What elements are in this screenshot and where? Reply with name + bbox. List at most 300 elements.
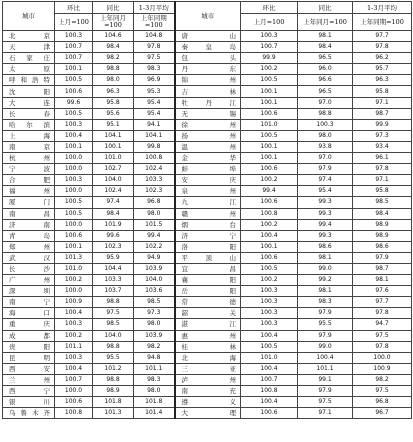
cell-right-yoy: 98.0 [298,130,353,141]
header-mom-left: 环比 [55,2,93,14]
cell-right-avg: 97.1 [353,175,412,186]
cell-right-avg: 95.8 [353,186,412,197]
cell-right-yoy: 98.8 [298,108,353,119]
cell-right-yoy: 98.4 [298,42,353,53]
cell-left-city: 太原 [3,64,55,75]
cell-right-yoy: 98.3 [298,297,353,308]
cell-left-mom: 100.7 [55,374,93,385]
cell-right-city: 金华 [175,153,241,164]
cell-left-city: 哈尔滨 [3,119,55,130]
cell-right-city: 常德 [175,297,241,308]
cell-left-yoy: 95.5 [93,352,134,363]
cell-left-avg: 97.5 [134,53,175,64]
cell-left-city: 青岛 [3,230,55,241]
table-row [3,397,412,408]
table-row [3,108,412,119]
table-header [3,2,412,31]
cell-left-avg: 99.8 [134,141,175,152]
cell-right-avg: 98.4 [353,208,412,219]
cell-left-avg: 94.8 [134,352,175,363]
cell-left-city: 广州 [3,275,55,286]
cell-right-avg: 97.8 [353,164,412,175]
table-row [3,341,412,352]
cell-left-avg: 104.8 [134,31,175,42]
cell-right-mom: 100.4 [241,230,298,241]
cell-left-city: 成都 [3,330,55,341]
cell-right-mom: 100.1 [241,153,298,164]
cell-right-yoy: 95.4 [298,186,353,197]
cell-left-city: 郑州 [3,241,55,252]
cell-left-avg: 98.0 [134,319,175,330]
cell-right-yoy: 97.0 [298,153,353,164]
cell-left-avg: 103.9 [134,263,175,274]
cell-right-avg: 94.7 [353,319,412,330]
cell-left-mom: 100.4 [55,308,93,319]
cell-left-avg: 98.0 [134,208,175,219]
cell-left-city: 呼和浩特 [3,75,55,86]
table-row [3,208,412,219]
cell-left-mom: 100.7 [55,42,93,53]
cell-left-yoy: 103.7 [93,286,134,297]
cell-right-yoy: 101.1 [298,363,353,374]
table-row [3,119,412,130]
cell-right-mom: 100.3 [241,308,298,319]
cell-right-yoy: 97.9 [298,386,353,397]
cell-left-yoy: 97.4 [93,197,134,208]
header-mom-sub-right: 上月=100 [241,14,298,31]
table-row [3,130,412,141]
cell-left-yoy: 104.0 [93,175,134,186]
cell-left-yoy: 98.8 [93,297,134,308]
cell-right-yoy: 97.0 [298,97,353,108]
cell-right-mom: 99.9 [241,53,298,64]
cell-right-city: 平顶山 [175,252,241,263]
cell-right-yoy: 99.4 [298,219,353,230]
cell-left-yoy: 101.9 [93,219,134,230]
cell-right-mom: 100.3 [241,286,298,297]
cell-right-yoy: 93.8 [298,141,353,152]
cell-right-mom: 101.0 [241,119,298,130]
header-mom-right: 环比 [241,2,298,14]
cell-right-yoy: 99.1 [298,374,353,385]
cell-right-mom: 99.4 [241,186,298,197]
table-row [3,31,412,42]
header-yoy-left: 同比 [93,2,134,14]
header-avg-left: 1-3月平均 [134,2,175,14]
cell-left-city: 武汉 [3,252,55,263]
cell-right-city: 安庆 [175,175,241,186]
cell-left-city: 昆明 [3,352,55,363]
cell-right-mom: 100.6 [241,408,298,419]
cell-left-yoy: 98.8 [93,341,134,352]
cell-right-city: 泉州 [175,186,241,197]
cell-right-city: 烟台 [175,219,241,230]
cell-left-mom: 100.1 [55,141,93,152]
cell-left-avg: 98.2 [134,341,175,352]
cell-right-city: 岳阳 [175,286,241,297]
cell-left-avg: 101.1 [134,363,175,374]
table-row [3,197,412,208]
cell-right-city: 温州 [175,141,241,152]
cell-right-mom: 100.5 [241,75,298,86]
cell-left-yoy: 98.5 [93,319,134,330]
cell-right-avg: 97.8 [353,341,412,352]
cell-right-avg: 98.9 [353,230,412,241]
cell-right-city: 扬州 [175,130,241,141]
cell-left-avg: 104.1 [134,130,175,141]
table-row [3,297,412,308]
cell-left-city: 济南 [3,219,55,230]
cell-left-avg: 95.4 [134,97,175,108]
table-row [3,53,412,64]
table-row [3,374,412,385]
cell-right-city: 宜昌 [175,263,241,274]
cell-right-avg: 98.7 [353,263,412,274]
cell-right-mom: 100.4 [241,330,298,341]
cell-right-city: 泸州 [175,374,241,385]
cell-left-yoy: 95.1 [93,119,134,130]
cell-left-yoy: 101.3 [93,408,134,419]
cell-left-yoy: 98.4 [93,42,134,53]
cell-left-mom: 100.6 [55,230,93,241]
header-city-left: 城市 [3,2,55,31]
cell-right-avg: 98.2 [353,374,412,385]
cell-right-mom: 100.2 [241,219,298,230]
cell-right-city: 赣州 [175,208,241,219]
cell-right-mom: 100.3 [241,319,298,330]
cell-left-mom: 101.3 [55,252,93,263]
cell-right-avg: 97.5 [353,386,412,397]
cell-right-avg: 97.1 [353,97,412,108]
cell-right-yoy: 99.3 [298,197,353,208]
cell-right-avg: 97.6 [353,286,412,297]
cell-left-mom: 100.1 [55,64,93,75]
cell-right-mom: 100.6 [241,197,298,208]
cell-left-city: 天津 [3,42,55,53]
cell-right-yoy: 96.6 [298,75,353,86]
cell-left-city: 南宁 [3,297,55,308]
cell-left-yoy: 104.0 [93,330,134,341]
cell-left-yoy: 95.8 [93,97,134,108]
table-row [3,86,412,97]
cell-left-mom: 100.5 [55,108,93,119]
cell-right-city: 丹东 [175,64,241,75]
cell-right-yoy: 99.3 [298,230,353,241]
cell-left-avg: 95.4 [134,108,175,119]
table-row [3,263,412,274]
cell-right-city: 锦州 [175,75,241,86]
cell-left-avg: 102.4 [134,164,175,175]
cell-right-mom: 100.2 [241,175,298,186]
cell-right-yoy: 99.2 [298,275,353,286]
cell-left-yoy: 97.5 [93,308,134,319]
cell-right-mom: 100.3 [241,31,298,42]
cell-left-city: 西安 [3,363,55,374]
cell-right-mom: 100.1 [241,97,298,108]
cell-left-yoy: 98.9 [93,386,134,397]
cell-right-yoy: 97.1 [298,408,353,419]
cell-left-avg: 98.5 [134,297,175,308]
cell-left-mom: 100.2 [55,275,93,286]
cell-left-yoy: 101.2 [93,363,134,374]
cell-right-city: 南充 [175,386,241,397]
cell-right-mom: 100.3 [241,297,298,308]
cell-right-avg: 100.0 [353,352,412,363]
cell-left-city: 北京 [3,31,55,42]
table-row [3,330,412,341]
cell-right-city: 包头 [175,53,241,64]
cell-left-mom: 100.0 [55,186,93,197]
table-row [3,64,412,75]
cell-right-city: 无锡 [175,108,241,119]
cell-left-avg: 101.5 [134,219,175,230]
cell-left-yoy: 104.4 [93,263,134,274]
cell-right-city: 洛阳 [175,241,241,252]
cell-left-yoy: 104.1 [93,130,134,141]
cell-right-city: 三亚 [175,363,241,374]
cell-left-city: 重庆 [3,319,55,330]
cell-left-yoy: 102.7 [93,164,134,175]
cell-left-mom: 100.3 [55,175,93,186]
table-row [3,186,412,197]
header-avg-sub-right: 上年同期=100 [353,14,412,31]
cell-left-yoy: 101.8 [93,397,134,408]
header-yoy-sub-right: 上年同月=100 [298,14,353,31]
cell-right-city: 蚌埠 [175,164,241,175]
cell-left-mom: 100.5 [55,75,93,86]
cell-right-mom: 100.2 [241,275,298,286]
cell-left-avg: 98.0 [134,386,175,397]
cell-right-mom: 100.8 [241,386,298,397]
cell-right-avg: 95.8 [353,86,412,97]
cell-left-city: 深圳 [3,286,55,297]
cell-right-city: 九江 [175,197,241,208]
cell-right-yoy: 98.1 [298,286,353,297]
table-row [3,352,412,363]
cell-left-yoy: 96.3 [93,86,134,97]
cell-right-yoy: 96.5 [298,86,353,97]
cell-left-city: 宁波 [3,164,55,175]
cell-right-yoy: 100.3 [298,119,353,130]
header-yoy-sub-left: 上年同月=100 [93,14,134,31]
cell-left-mom: 100.0 [55,164,93,175]
cell-right-yoy: 96.5 [298,53,353,64]
cell-left-avg: 98.3 [134,64,175,75]
cell-right-mom: 100.5 [241,130,298,141]
cell-right-mom: 100.4 [241,363,298,374]
cell-left-city: 海口 [3,308,55,319]
cell-right-yoy: 97.9 [298,164,353,175]
cell-left-mom: 100.4 [55,130,93,141]
cell-left-yoy: 98.0 [93,75,134,86]
cell-left-city: 银川 [3,397,55,408]
cell-left-avg: 104.0 [134,275,175,286]
cell-left-avg: 95.3 [134,86,175,97]
cell-right-yoy: 97.9 [298,330,353,341]
cell-left-mom: 100.7 [55,53,93,64]
cell-right-yoy: 98.6 [298,241,353,252]
header-yoy-right: 同比 [298,2,353,14]
table-row [3,363,412,374]
cell-left-yoy: 100.1 [93,141,134,152]
cell-right-yoy: 95.5 [298,319,353,330]
header-avg-sub-left: 上年同期=100 [134,14,175,31]
cell-left-mom: 101.0 [55,263,93,274]
cell-right-yoy: 97.9 [298,308,353,319]
cell-left-mom: 100.3 [55,352,93,363]
cell-left-avg: 99.4 [134,230,175,241]
table-row [3,386,412,397]
table-row [3,275,412,286]
cell-left-yoy: 101.0 [93,153,134,164]
cell-right-avg: 97.3 [353,130,412,141]
cell-right-mom: 100.7 [241,42,298,53]
cell-right-mom: 100.6 [241,108,298,119]
cell-left-city: 长沙 [3,263,55,274]
cell-left-city: 兰州 [3,374,55,385]
cell-left-avg: 102.3 [134,186,175,197]
cell-left-avg: 96.9 [134,75,175,86]
cell-right-mom: 100.1 [241,86,298,97]
cell-right-mom: 100.6 [241,252,298,263]
table-row [3,319,412,330]
cell-left-mom: 100.0 [55,153,93,164]
table-row [3,230,412,241]
cell-right-city: 惠州 [175,330,241,341]
cell-right-avg: 98.6 [353,241,412,252]
cell-left-mom: 100.0 [55,386,93,397]
cell-left-mom: 100.8 [55,408,93,419]
cell-right-avg: 98.7 [353,108,412,119]
cell-left-city: 合肥 [3,175,55,186]
table-row [3,241,412,252]
cell-left-city: 厦门 [3,197,55,208]
table-row [3,408,412,419]
cell-right-mom: 100.5 [241,263,298,274]
cell-left-yoy: 95.6 [93,108,134,119]
cell-right-avg: 96.3 [353,75,412,86]
cell-right-mom: 100.2 [241,64,298,75]
cell-right-avg: 95.7 [353,64,412,75]
cell-right-avg: 97.7 [353,297,412,308]
cell-left-mom: 100.5 [55,208,93,219]
cell-right-yoy: 99.0 [298,341,353,352]
cell-right-avg: 99.9 [353,119,412,130]
cell-left-avg: 94.9 [134,252,175,263]
cell-right-yoy: 97.4 [298,175,353,186]
price-index-table [2,1,412,419]
cell-left-avg: 103.9 [134,330,175,341]
cell-left-yoy: 99.6 [93,230,134,241]
cell-right-avg: 98.1 [353,275,412,286]
cell-right-avg: 96.7 [353,408,412,419]
cell-right-city: 桂林 [175,341,241,352]
cell-right-avg: 97.8 [353,42,412,53]
cell-left-city: 南昌 [3,208,55,219]
cell-right-city: 唐山 [175,31,241,42]
cell-right-avg: 93.4 [353,141,412,152]
table-body [3,31,412,419]
cell-left-avg: 103.6 [134,286,175,297]
cell-left-avg: 100.8 [134,153,175,164]
table-row [3,153,412,164]
cell-right-avg: 98.5 [353,197,412,208]
cell-left-yoy: 98.8 [93,374,134,385]
header-mom-sub-left: 上月=100 [55,14,93,31]
table-row [3,286,412,297]
cell-right-mom: 100.6 [241,164,298,175]
cell-left-city: 西宁 [3,386,55,397]
cell-right-avg: 98.9 [353,219,412,230]
cell-left-mom: 100.3 [55,119,93,130]
cell-right-mom: 100.4 [241,397,298,408]
cell-right-avg: 96.1 [353,153,412,164]
cell-right-yoy: 100.4 [298,352,353,363]
cell-left-city: 贵阳 [3,341,55,352]
cell-left-yoy: 98.2 [93,53,134,64]
cell-right-mom: 100.1 [241,241,298,252]
header-avg-right: 1-3月平均 [353,2,412,14]
table-row [3,164,412,175]
table-row [3,97,412,108]
cell-right-city: 吉林 [175,86,241,97]
cell-left-city: 乌鲁木齐 [3,408,55,419]
cell-left-yoy: 104.6 [93,31,134,42]
table-row [3,219,412,230]
cell-right-avg: 97.9 [353,252,412,263]
cell-left-yoy: 98.8 [93,64,134,75]
cell-left-avg: 97.3 [134,308,175,319]
cell-left-yoy: 102.3 [93,241,134,252]
cell-left-mom: 100.9 [55,297,93,308]
cell-right-city: 襄阳 [175,275,241,286]
cell-left-city: 石家庄 [3,53,55,64]
cell-right-city: 牡丹江 [175,97,241,108]
cell-left-yoy: 102.4 [93,186,134,197]
cell-right-avg: 96.2 [353,53,412,64]
cell-right-avg: 97.5 [353,330,412,341]
cell-right-yoy: 99.3 [298,208,353,219]
table-row [3,252,412,263]
cell-left-city: 大连 [3,97,55,108]
cell-right-city: 遵义 [175,397,241,408]
cell-right-city: 大理 [175,408,241,419]
cell-left-mom: 100.0 [55,219,93,230]
cell-right-mom: 100.7 [241,374,298,385]
table-row [3,175,412,186]
cell-left-mom: 99.6 [55,97,93,108]
cell-right-mom: 101.0 [241,352,298,363]
cell-left-mom: 100.5 [55,197,93,208]
table-row [3,75,412,86]
cell-left-yoy: 103.3 [93,275,134,286]
cell-left-yoy: 95.9 [93,252,134,263]
cell-right-mom: 100.8 [241,208,298,219]
cell-left-avg: 97.8 [134,42,175,53]
cell-left-mom: 100.0 [55,286,93,297]
cell-left-mom: 100.1 [55,241,93,252]
cell-right-yoy: 98.1 [298,252,353,263]
cell-right-avg: 97.7 [353,31,412,42]
cell-left-city: 上海 [3,130,55,141]
cell-left-mom: 100.2 [55,330,93,341]
cell-left-mom: 101.1 [55,341,93,352]
cell-right-city: 秦皇岛 [175,42,241,53]
cell-right-avg: 97.8 [353,308,412,319]
cell-left-avg: 98.3 [134,374,175,385]
cell-left-city: 长春 [3,108,55,119]
cell-left-city: 杭州 [3,153,55,164]
